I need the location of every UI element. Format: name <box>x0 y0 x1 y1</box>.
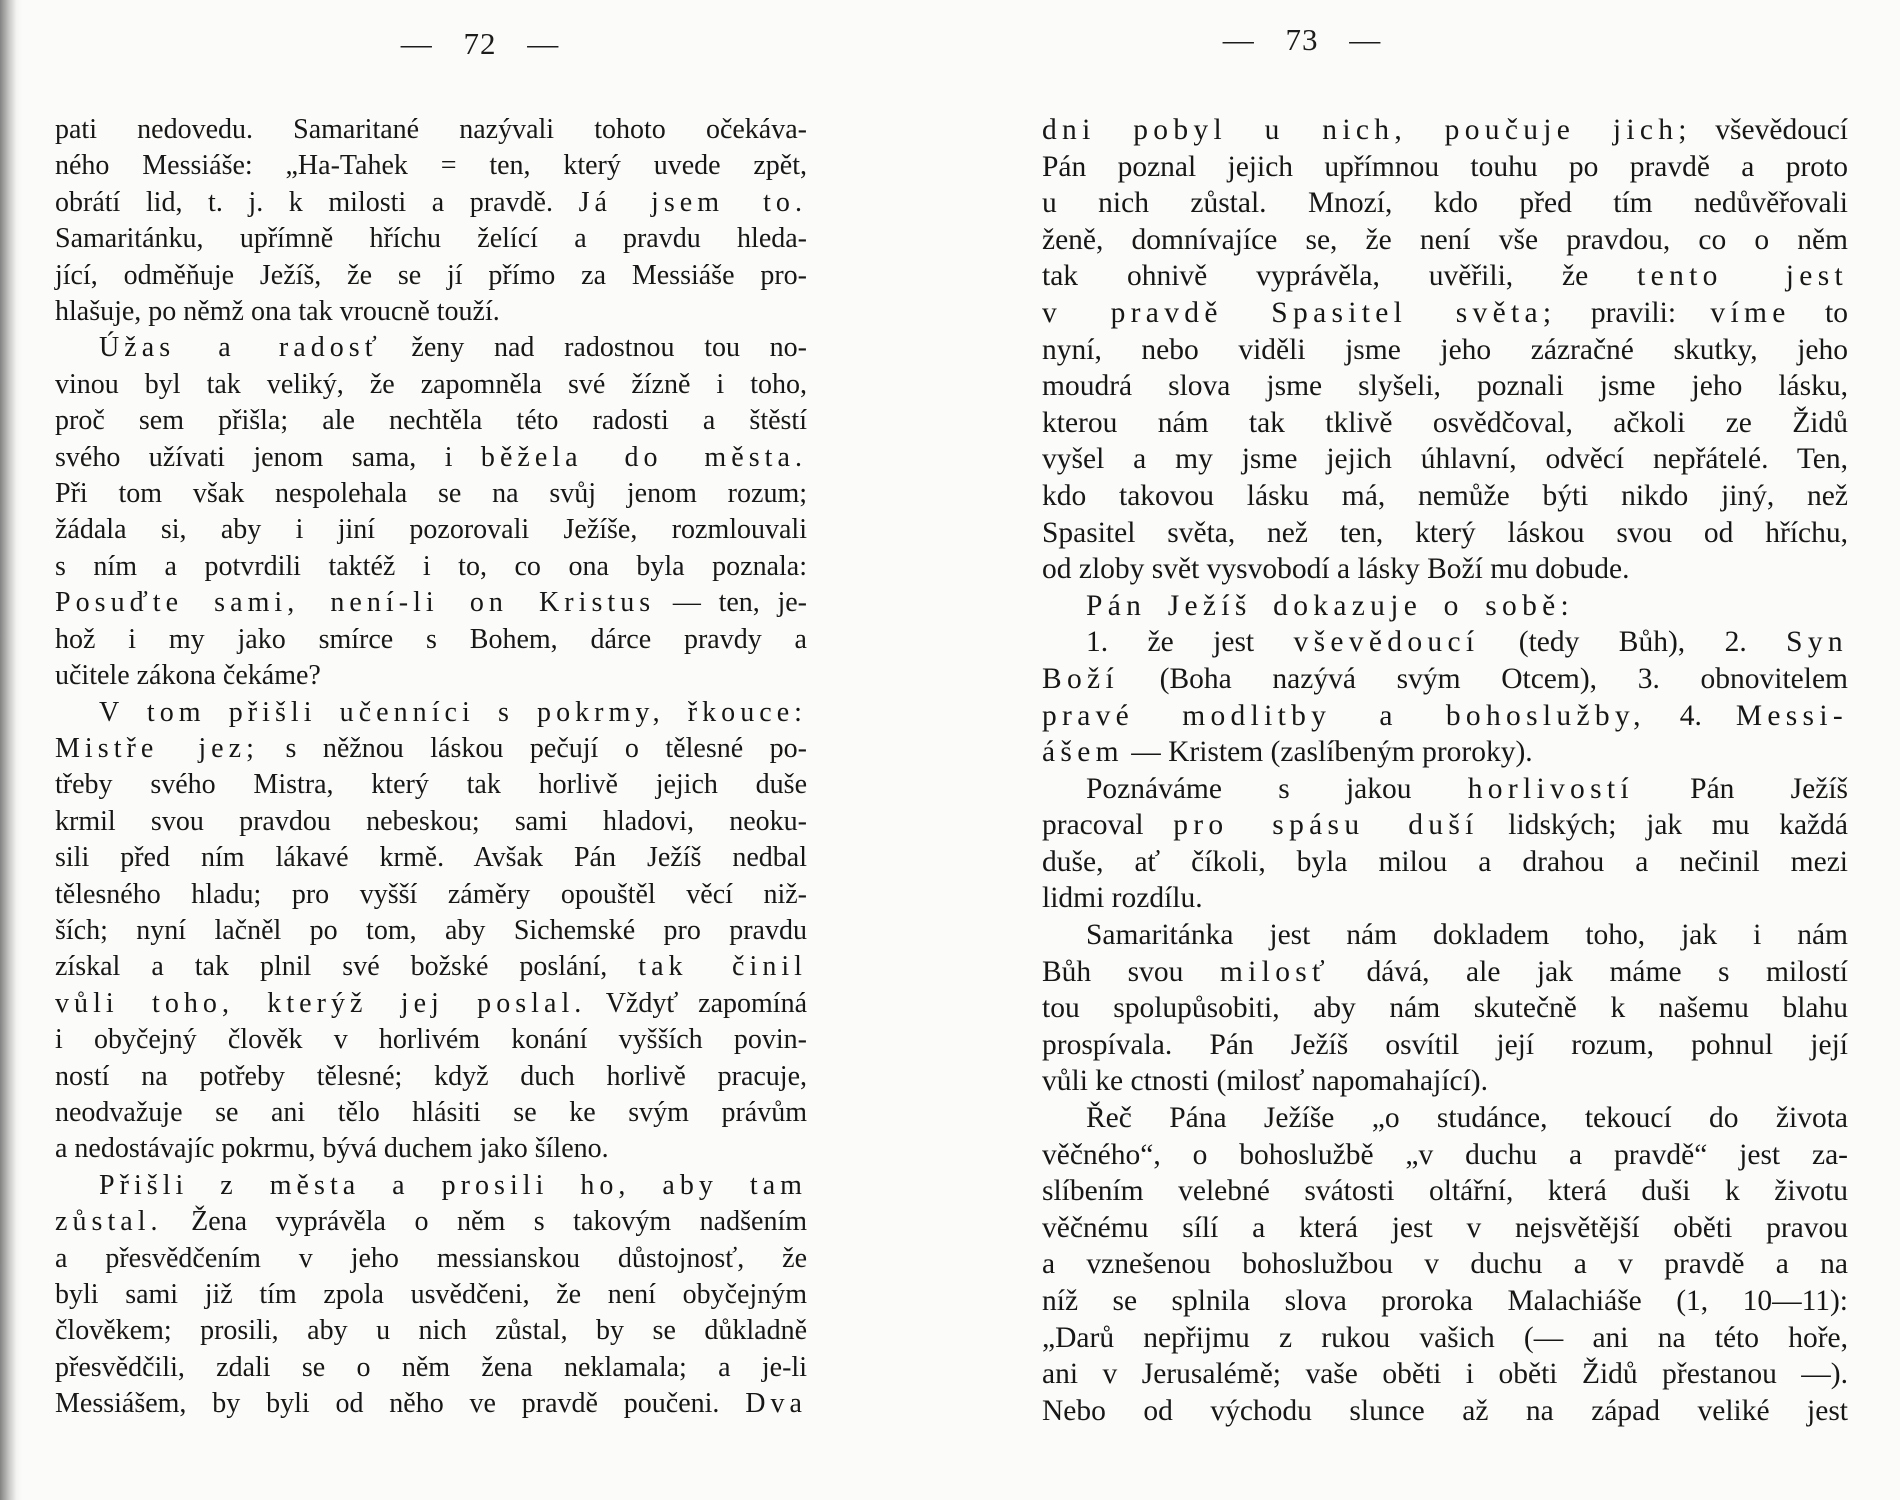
text-segment: prospívala. Pán Ježíš osvítil její rozum, pohnul její <box>1042 1028 1848 1061</box>
text-segment: (Boha nazývá svým Otcem), 3. obnovitelem <box>1118 662 1848 695</box>
text-segment: krmil svou pravdou nebeskou; sami hladovi, neoku- <box>55 805 807 837</box>
text-line <box>55 585 807 621</box>
emphasized-text: vševědoucí <box>1293 626 1480 659</box>
text-segment: jící, odměňuje Ježíš, že se jí přímo za Messiáše pro- <box>55 259 807 291</box>
text-line <box>55 658 807 694</box>
text-line <box>1042 698 1848 735</box>
emphasized-text: vůli toho, kterýž jej poslal. <box>55 987 587 1019</box>
text-segment: Pán Ježíš <box>1633 772 1848 805</box>
text-segment: lidmi rozdílu. <box>1042 882 1203 915</box>
text-line <box>1042 954 1848 991</box>
text-line <box>1042 1393 1848 1430</box>
text-line <box>1042 441 1848 478</box>
text-segment: s něžnou láskou pečují o tělesné po- <box>258 732 807 764</box>
page-header-72: — 72 — <box>400 26 560 61</box>
text-line <box>55 1095 807 1131</box>
text-line <box>1042 222 1848 259</box>
text-line <box>55 1350 807 1386</box>
text-line <box>55 185 807 221</box>
text-segment: tělesného hladu; pro vyšší záměry opouštěl věcí niž- <box>55 878 807 910</box>
text-segment: — Kristem (zaslíbeným proroky). <box>1123 736 1533 769</box>
page-header-73: — 73 — <box>1222 22 1382 57</box>
text-segment: a nedostávajíc pokrmu, bývá duchem jako šíleno. <box>55 1133 609 1165</box>
text-segment: tak ohnivě vyprávěla, uvěřili, že <box>1042 260 1638 293</box>
text-segment: ženy nad radostnou tou no- <box>381 332 807 364</box>
emphasized-text: Syn <box>1786 626 1848 659</box>
emphasized-text: dni pobyl u nich, poučuje jich; <box>1042 114 1692 146</box>
text-line <box>55 986 807 1022</box>
text-line <box>1042 405 1848 442</box>
text-segment: Poznáváme s jakou <box>1086 772 1468 805</box>
text-line <box>1042 551 1848 588</box>
text-segment: hlašuje, po němž ona tak vroucně touží. <box>55 296 500 328</box>
text-segment: ženě, domnívajíce se, že není vše pravdou, co o něm <box>1042 223 1848 256</box>
text-segment: to <box>1790 296 1848 329</box>
emphasized-text: tento jest <box>1637 260 1848 293</box>
text-line <box>1042 588 1848 625</box>
text-line <box>55 1204 807 1240</box>
text-line <box>55 330 807 366</box>
text-line <box>1042 844 1848 881</box>
text-line <box>55 1131 807 1167</box>
emphasized-text: Boží <box>1042 662 1119 695</box>
text-line <box>1042 990 1848 1027</box>
text-segment: proč sem přišla; ale nechtěla této radosti a štěstí <box>55 405 807 437</box>
text-line <box>55 1022 807 1058</box>
text-segment: pati nedovedu. Samaritané nazývali tohoto očekáva- <box>55 114 807 145</box>
emphasized-text: ášem <box>1042 736 1124 769</box>
text-line <box>1042 807 1848 844</box>
text-line <box>55 767 807 803</box>
text-line <box>1042 332 1848 369</box>
text-line <box>55 1313 807 1349</box>
text-segment: ších; nyní lačněl po tom, aby Sichemské pro pravdu <box>55 914 807 946</box>
emphasized-text: víme <box>1710 296 1791 329</box>
text-segment: pravili: <box>1556 296 1711 329</box>
page-72-text-column <box>55 112 807 1423</box>
text-line <box>1042 515 1848 552</box>
emphasized-text: běžela do města. <box>480 441 807 473</box>
text-segment: Bůh svou <box>1042 955 1220 988</box>
text-segment: neodvažuje se ani tělo hlásiti se ke svým právům <box>55 1096 807 1128</box>
emphasized-text: Pán Ježíš dokazuje o sobě: <box>1086 589 1575 622</box>
text-line <box>1042 1246 1848 1283</box>
text-line <box>1042 295 1848 332</box>
emphasized-text: v pravdě Spasitel světa; <box>1042 296 1557 329</box>
emphasized-text: pro spásu duší <box>1173 809 1479 842</box>
text-line <box>55 804 807 840</box>
text-segment: vinou byl tak veliký, že zapomněla své žízně i toho, <box>55 368 807 400</box>
text-segment: nyní, nebo viděli jsme jeho zázračné skutky, jeho <box>1042 333 1848 366</box>
text-segment: Pán poznal jejich upřímnou touhu po pravdě a proto <box>1042 150 1848 183</box>
text-segment: třeby svého Mistra, který tak horlivě jejich duše <box>55 769 807 801</box>
text-line <box>1042 1100 1848 1137</box>
text-line <box>55 512 807 548</box>
text-segment: hož i my jako smírce s Bohem, dárce pravdy a <box>55 623 807 655</box>
text-segment: kterou nám tak tklivě osvědčoval, ačkoli ze Židů <box>1042 406 1848 439</box>
emphasized-text: Dva <box>745 1388 807 1420</box>
text-segment: 4. <box>1645 699 1736 732</box>
text-line <box>1042 1027 1848 1064</box>
text-segment: duše, ať číkoli, byla milou a drahou a nečinil mezi <box>1042 845 1848 878</box>
text-line <box>55 367 807 403</box>
text-line <box>1042 880 1848 917</box>
text-line <box>1042 258 1848 295</box>
text-line <box>1042 1173 1848 1210</box>
text-line <box>55 1168 807 1204</box>
text-segment: Při tom však nespolehala se na svůj jenom rozum; <box>55 478 807 510</box>
text-segment: lidských; jak mu každá <box>1478 809 1848 842</box>
text-line <box>1042 661 1848 698</box>
text-segment: moudrá slova jsme slyšeli, poznali jsme jeho lásku, <box>1042 370 1848 403</box>
text-line <box>55 440 807 476</box>
text-line <box>55 1386 807 1422</box>
text-line <box>1042 112 1848 149</box>
text-segment: sili před ním lákavé krmě. Avšak Pán Ježíš nedbal <box>55 842 807 874</box>
text-line <box>1042 1320 1848 1357</box>
text-line <box>1042 185 1848 222</box>
text-segment: níž se splnila slova proroka Malachiáše (1, 10—11): <box>1042 1285 1848 1317</box>
text-segment: a přesvědčením v jeho messianskou důstojnosť, že <box>55 1242 807 1274</box>
text-segment: byli sami již tím zpola usvědčeni, že není obyčejným <box>55 1279 807 1310</box>
text-segment: ani v Jerusalémě; vaše oběti i oběti Židů přestanou —). <box>1042 1358 1848 1391</box>
text-line <box>1042 1283 1848 1320</box>
text-segment: „Darů nepřijmu z rukou vašich (— ani na této hoře, <box>1042 1321 1848 1354</box>
text-line <box>55 695 807 731</box>
text-segment: ného Messiáše: „Ha-Tahek = ten, který uvede zpět, <box>55 150 807 182</box>
text-segment: kdo takovou lásku má, nemůže býti nikdo jiný, než <box>1042 479 1848 512</box>
text-segment: tou spolupůsobiti, aby nám skutečně k našemu blahu <box>1042 992 1848 1025</box>
emphasized-text: milosť <box>1219 955 1330 988</box>
text-line <box>1042 478 1848 515</box>
text-line <box>55 731 807 767</box>
text-line <box>1042 624 1848 661</box>
text-segment: člověkem; prosili, aby u nich zůstal, by se důkladně <box>55 1315 807 1347</box>
text-line <box>1042 1356 1848 1393</box>
text-segment: ností na potřeby tělesné; když duch horlivě pracuje, <box>55 1060 807 1092</box>
emphasized-text: Posuďte sami, není-li on Kristus <box>55 587 656 619</box>
emphasized-text: tak činil <box>638 951 808 983</box>
text-segment: získal a tak plnil své božské poslání, <box>55 951 639 983</box>
text-line <box>55 148 807 184</box>
text-segment: Spasitel světa, než ten, který láskou svou od hříchu, <box>1042 516 1848 549</box>
text-line <box>55 221 807 257</box>
text-line <box>55 294 807 330</box>
text-segment: (tedy Bůh), 2. <box>1479 626 1787 659</box>
text-segment: vševědoucí <box>1691 114 1848 146</box>
text-segment: Řeč Pána Ježíše „o studánce, tekoucí do života <box>1086 1102 1848 1135</box>
text-line <box>55 877 807 913</box>
text-line <box>55 403 807 439</box>
text-segment: pracoval <box>1042 809 1174 842</box>
text-line <box>1042 917 1848 954</box>
scan-edge-shadow <box>0 0 22 1500</box>
text-line <box>1042 149 1848 186</box>
text-segment: přesvědčili, zdali se o něm žena neklamala; a je-li <box>55 1351 807 1383</box>
text-line <box>55 1277 807 1313</box>
text-segment: s ním a potvrdili taktéž i to, co ona byla poznala: <box>55 550 807 582</box>
text-segment: — ten, je- <box>655 587 807 619</box>
emphasized-text: Já jsem to. <box>578 186 807 218</box>
text-line <box>55 622 807 658</box>
text-segment: a vznešenou bohoslužbou v duchu a v pravdě a na <box>1042 1248 1848 1281</box>
text-segment: vůli ke ctnosti (milosť napomahající). <box>1042 1065 1489 1098</box>
text-line <box>1042 734 1848 771</box>
text-segment: Vždyť zapomíná <box>586 987 807 1019</box>
text-line <box>55 258 807 294</box>
text-segment: Žena vyprávěla o něm s takovým nadšením <box>162 1206 807 1238</box>
text-segment: vyšel a my jsme jejich úhlavní, odvěcí nepřátelé. Ten, <box>1042 443 1848 476</box>
text-segment: učitele zákona čekáme? <box>55 660 321 692</box>
emphasized-text: Přišli z města a prosili ho, aby tam <box>99 1169 807 1201</box>
emphasized-text: horlivostí <box>1467 772 1634 805</box>
text-segment: žádala si, aby i jiní pozorovali Ježíše, rozmlouvali <box>55 514 807 546</box>
emphasized-text: pravé modlitby a bohoslužby, <box>1042 699 1646 732</box>
text-segment: 1. že jest <box>1086 626 1294 659</box>
text-segment: dává, ale jak máme s milostí <box>1329 955 1848 988</box>
emphasized-text: Messi- <box>1735 699 1848 732</box>
text-segment: věčnému sílí a která jest v nejsvětější oběti pravou <box>1042 1211 1848 1244</box>
text-line <box>1042 1210 1848 1247</box>
text-segment: obrátí lid, t. j. k milosti a pravdě. <box>55 186 579 218</box>
text-line <box>55 840 807 876</box>
text-line <box>1042 1063 1848 1100</box>
text-line <box>55 1059 807 1095</box>
text-segment: i obyčejný člověk v horlivém konání vyšších povin- <box>55 1024 807 1056</box>
text-segment: slíbením velebné svátosti oltářní, která duši k životu <box>1042 1175 1848 1208</box>
text-line <box>55 549 807 585</box>
text-segment: Nebo od východu slunce až na západ veliké jest <box>1042 1394 1848 1427</box>
emphasized-text: Úžas a radosť <box>99 332 382 364</box>
page-73-text-column <box>1042 112 1848 1429</box>
text-segment: od zloby svět vysvobodí a lásky Boží mu dobude. <box>1042 553 1630 586</box>
text-segment: Messiášem, by byli od něho ve pravdě poučeni. <box>55 1388 746 1420</box>
text-line <box>55 112 807 148</box>
text-line <box>55 1241 807 1277</box>
text-line <box>1042 368 1848 405</box>
emphasized-text: zůstal. <box>55 1206 163 1238</box>
text-line <box>55 913 807 949</box>
text-segment: Samaritánka jest nám dokladem toho, jak i nám <box>1086 919 1848 952</box>
text-line <box>1042 771 1848 808</box>
text-segment: u nich zůstal. Mnozí, kdo před tím nedůvěřovali <box>1042 187 1848 220</box>
text-segment: Samaritánku, upřímně hříchu želící a pravdu hleda- <box>55 223 807 255</box>
text-segment: svého užívati jenom sama, i <box>55 441 481 473</box>
emphasized-text: V tom přišli učenníci s pokrmy, řkouce: <box>99 696 807 728</box>
emphasized-text: Mistře jez; <box>55 732 259 764</box>
text-line <box>55 949 807 985</box>
text-segment: věčného“, o bohoslužbě „v duchu a pravdě“ jest za- <box>1042 1138 1848 1171</box>
text-line <box>1042 1137 1848 1174</box>
text-line <box>55 476 807 512</box>
